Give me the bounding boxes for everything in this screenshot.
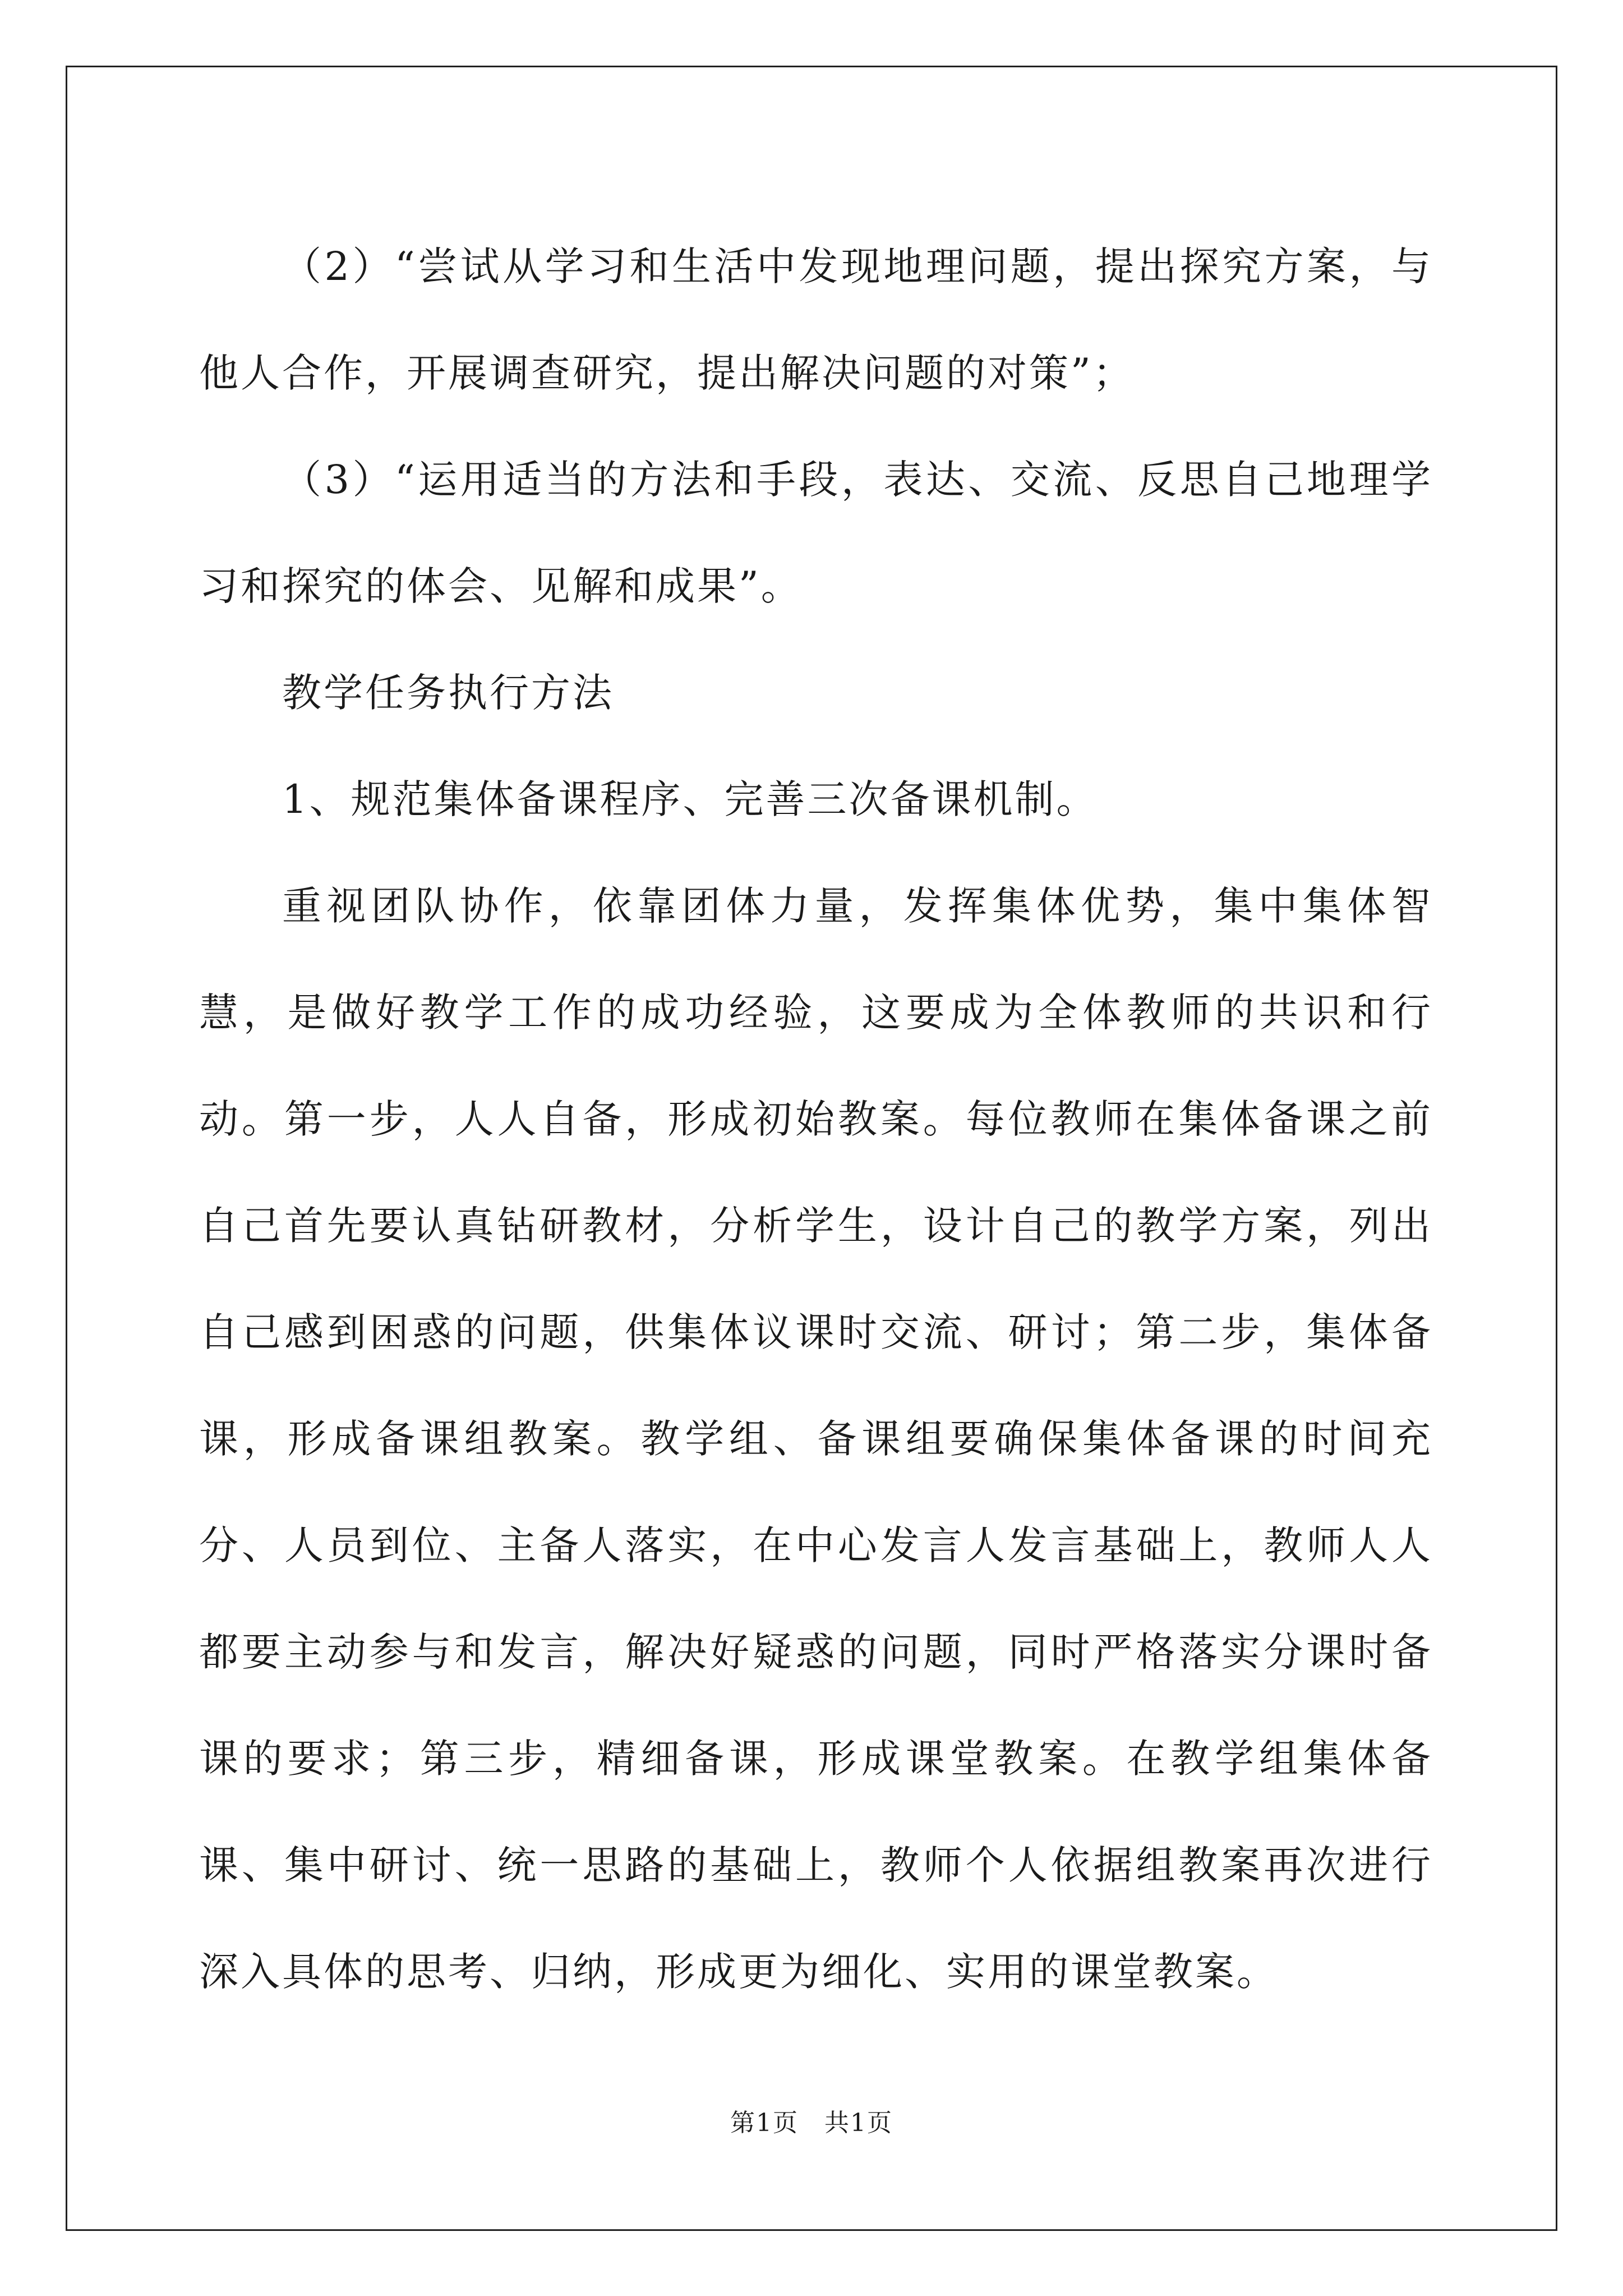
paragraph-body: 重视团队协作，依靠团体力量，发挥集体优势，集中集体智慧，是做好教学工作的成功经验，这要成为全体教师的共识和行动。第一步，人人自备，形成初始教案。每位教师在集体备课之前自己首先要认真钻研教材，分析学生，设计自己的教学方案，列出自己感到困惑的问题，供集体议课时交流、研讨；第二步，集体备课，形成备课组教案。教学组、备课组要确保集体备课的时间充分、人员到位、主备人落实，在中心发言人发言基础上，教师人人都要主动参与和发言，解决好疑惑的问题，同时严格落实分课时备课的要求；第三步，精细备课，形成课堂教案。在教学组集体备课、集中研讨、统一思路的基础上，教师个人依据组教案再次进行深入具体的思考、归纳，形成更为细化、实用的课堂教案。	[199, 883, 1433, 1995]
document-body	[199, 213, 1433, 2025]
paragraph-item-2: （2）“尝试从学习和生活中发现地理问题，提出探究方案，与他人合作，开展调查研究，提出解决问题的对策”；	[199, 243, 1433, 396]
paragraph-point-1: 1、规范集体备课程序、完善三次备课机制。	[282, 776, 1098, 822]
page-footer: 第1页 共1页	[730, 2109, 893, 2137]
paragraph-item-3: （3）“运用适当的方法和手段，表达、交流、反思自己地理学习和探究的体会、见解和成果”。	[199, 457, 1433, 609]
section-heading: 教学任务执行方法	[282, 670, 614, 716]
